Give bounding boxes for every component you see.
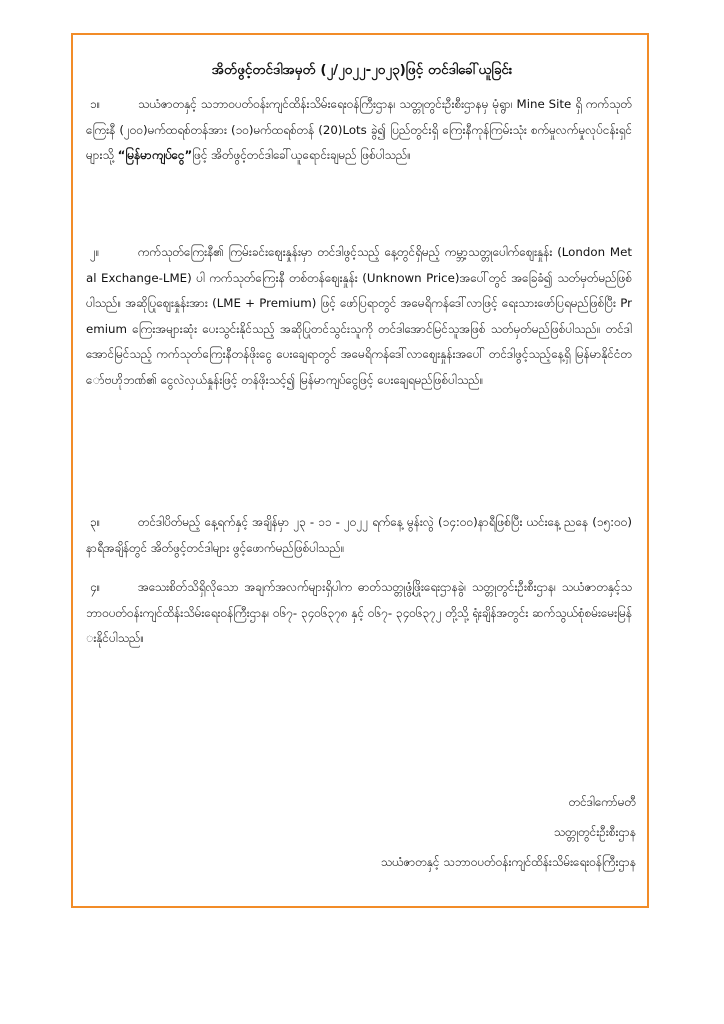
- paragraph-2: [86, 240, 632, 394]
- paragraph-text: တင်ဒါပိတ်မည့် နေ့ရက်နှင့် အချိန်မှာ ၂၃ - ၁၁ - ၂၀၂၂ ရက်နေ့ မွန်းလွဲ (၁၄:၀၀)နာရီဖြစ်ပြီး ယင်းနေ့ ညနေ (၁၅:၀၀) နာရီအချိန်တွင် အိတ်ဖွင့်တင်ဒါများ ဖွင့်ဖောက်မည်ဖြစ်ပါသည်။: [86, 515, 632, 555]
- signature-department: သတ္တုတွင်းဦးစီးဌာန: [553, 825, 636, 839]
- paragraph-text: သယံဇာတနှင့် သဘာဝပတ်ဝန်းကျင်ထိန်းသိမ်းရေးဝန်ကြီးဌာန၊ သတ္တုတွင်းဦးစီးဌာနမှ မုံရွာ၊ Mine Site ရှိ ကက်သုတ်ကြေးနီ (၂၀၀)မက်ထရစ်တန်အား (၁၀)မက်ထရစ်တန် (20)Lots ခွဲ၍ ပြည်တွင်းရှိ ကြေးနီကုန်ကြမ်းသုံး စက်မှုလက်မှုလုပ်ငန်းရှင်များသို့: [86, 97, 632, 163]
- paragraph-number: ၁။: [90, 97, 101, 111]
- paragraph-number: ၃။: [90, 515, 101, 529]
- paragraph-text: ကက်သုတ်ကြေးနီ၏ ကြမ်းခင်းဈေးနှုန်းမှာ တင်ဒါဖွင့်သည့် နေ့တွင်ရှိမည့် ကမ္ဘာ့သတ္တုပေါက်ဈေးနှုန်း (London Metal Exchange-LME) ပါ ကက်သုတ်ကြေးနီ တစ်တန်ဈေးနှုန်း (Unknown Price)အပေါ်တွင် အခြေခံ၍ သတ်မှတ်မည်ဖြစ်ပါသည်။ အဆိုပြုဈေးနှုန်းအား (LME + Premium) ဖြင့် ဖော်ပြရာတွင် အမေရိကန်ဒေါ်လာဖြင့် ရေးသားဖော်ပြရမည်ဖြစ်ပြီး Premium ကြေးအများဆုံး ပေးသွင်းနိုင်သည့် အဆိုပြုတင်သွင်းသူကို တင်ဒါအောင်မြင်သူအဖြစ် သတ်မှတ်မည်ဖြစ်ပါသည်။ တင်ဒါအောင်မြင်သည့် ကက်သုတ်ကြေးနီတန်ဖိုးငွေ ပေးချေရာတွင် အမေရိကန်ဒေါ်လာဈေးနှုန်းအပေါ် တင်ဒါဖွင့်သည့်နေ့ရှိ မြန်မာနိုင်ငံတော်ဗဟိုဘဏ်၏ ငွေလဲလှယ်နှုန်းဖြင့် တန်ဖိုးသင့်၍ မြန်မာကျပ်ငွေဖြင့် ပေးချေရမည်ဖြစ်ပါသည်။: [86, 245, 632, 387]
- signature-ministry: သယံဇာတနှင့် သဘာဝပတ်ဝန်းကျင်ထိန်းသိမ်းရေးဝန်ကြီးဌာန: [380, 855, 636, 869]
- paragraph-number: ၂။: [90, 245, 100, 259]
- paragraph-text-continued: ဖြင့် အိတ်ဖွင့်တင်ဒါခေါ်ယူရောင်းချမည် ဖြစ်ပါသည်။: [192, 148, 411, 163]
- paragraph-text: အသေးစိတ်သိရှိလိုသော အချက်အလက်များရှိပါက ဓာတ်သတ္တုဖွံ့ဖြိုးရေးဌာနခွဲ၊ သတ္တုတွင်းဦးစီးဌာန၊ သယံဇာတနှင့်သဘာဝပတ်ဝန်းကျင်ထိန်းသိမ်းရေးဝန်ကြီးဌာန၊ ၀၆၇- ၃၄၀၆၃၇၈ နှင့် ၀၆၇- ၃၄၀၆၃၇၂ တို့သို့ ရုံးချိန်အတွင်း ဆက်သွယ်စုံစမ်းမေးမြန်းနိုင်ပါသည်။: [86, 580, 632, 646]
- paragraph-number: ၄။: [90, 580, 101, 594]
- paragraph-1: [86, 92, 632, 169]
- paragraph-3: [86, 510, 632, 561]
- signature-committee: တင်ဒါကော်မတီ: [568, 795, 636, 809]
- highlighted-currency: “မြန်မာကျပ်ငွေ”: [117, 148, 193, 163]
- paragraph-4: [86, 575, 632, 652]
- document-title: အိတ်ဖွင့်တင်ဒါအမှတ် (၂/၂၀၂၂-၂၀၂၃)ဖြင့် တင်ဒါခေါ်ယူခြင်း: [211, 62, 513, 78]
